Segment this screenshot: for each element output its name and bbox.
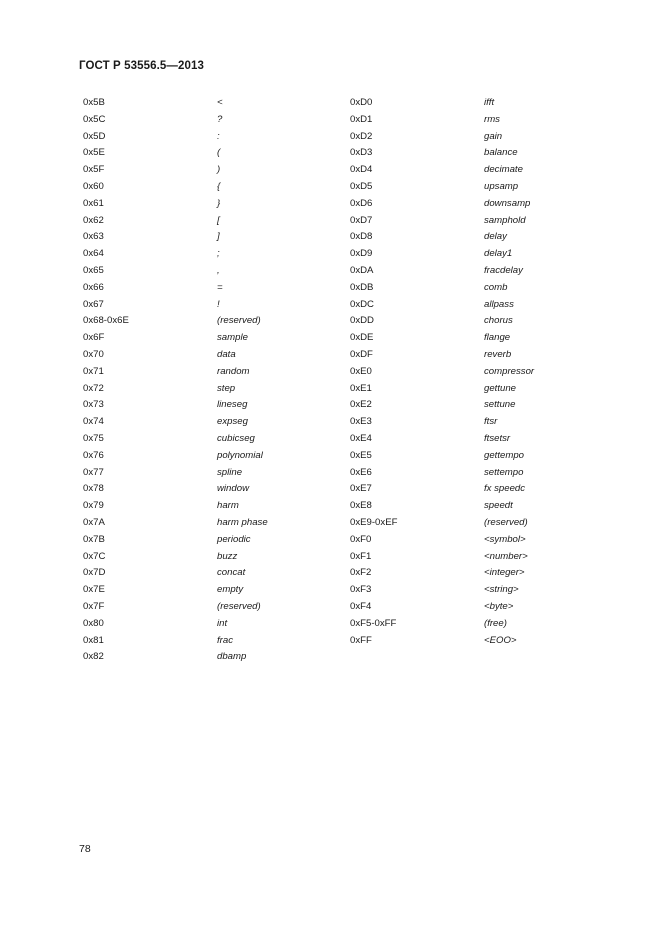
- code-left-cell: 0x60: [83, 180, 104, 192]
- table-row: [0, 515, 661, 532]
- code-right-cell: 0xD0: [350, 97, 373, 108]
- table-row: [0, 213, 661, 230]
- code-right-cell: 0xDE: [350, 332, 374, 344]
- page-number: 78: [79, 843, 91, 855]
- symbol-right-cell: upsamp: [484, 180, 519, 192]
- symbol-right-cell: allpass: [484, 298, 514, 310]
- code-right-cell: 0xD1: [350, 113, 373, 125]
- symbol-left-cell: spline: [217, 466, 243, 478]
- table-row: [0, 414, 661, 431]
- code-left-cell: 0x80: [83, 617, 104, 629]
- code-right-cell: 0xE6: [350, 466, 372, 478]
- symbol-right-cell: fx speedc: [484, 483, 526, 495]
- code-left-cell: 0x68-0x6E: [83, 315, 129, 327]
- symbol-right-cell: settempo: [484, 466, 524, 478]
- code-right-cell: 0xD8: [350, 231, 373, 243]
- code-left-cell: 0x72: [83, 382, 104, 394]
- symbol-left-cell: buzz: [217, 550, 238, 562]
- code-left-cell: 0x62: [83, 214, 104, 226]
- code-right-cell: 0xF1: [350, 550, 372, 562]
- code-left-cell: 0x79: [83, 500, 104, 512]
- symbol-right-cell: compressor: [484, 365, 535, 377]
- symbol-right-cell: delay1: [484, 248, 513, 260]
- symbol-right-cell: gain: [484, 130, 503, 142]
- symbol-left-cell: }: [217, 197, 221, 209]
- symbol-left-cell: harm: [217, 500, 239, 512]
- symbol-left-cell: concat: [217, 567, 246, 579]
- code-left-cell: 0x71: [83, 365, 104, 377]
- code-left-cell: 0x82: [83, 651, 104, 663]
- symbol-right-cell: samphold: [484, 214, 526, 226]
- symbol-left-cell: cubicseg: [217, 432, 255, 444]
- symbol-left-cell: lineseg: [217, 399, 248, 411]
- code-right-cell: 0xE3: [350, 416, 372, 428]
- symbol-right-cell: <EOO>: [484, 634, 517, 646]
- code-left-cell: 0x5E: [83, 147, 105, 159]
- symbol-right-cell: <number>: [484, 550, 528, 562]
- table-row: [0, 280, 661, 297]
- symbol-right-cell: <integer>: [484, 567, 525, 579]
- code-left-cell: 0x7D: [83, 567, 106, 579]
- code-right-cell: 0xD2: [350, 130, 373, 142]
- table-row: [0, 330, 661, 347]
- symbol-left-cell: (reserved): [217, 600, 261, 612]
- code-left-cell: 0x5B: [83, 97, 105, 108]
- symbol-right-cell: speedt: [484, 500, 513, 512]
- symbol-left-cell: periodic: [217, 533, 251, 545]
- symbol-left-cell: (: [217, 147, 221, 159]
- table-row: [0, 145, 661, 162]
- code-left-cell: 0x7E: [83, 584, 105, 596]
- symbol-right-cell: fracdelay: [484, 264, 523, 276]
- code-left-cell: 0x64: [83, 248, 104, 260]
- code-left-cell: 0x78: [83, 483, 104, 495]
- code-right-cell: 0xE0: [350, 365, 372, 377]
- symbol-left-cell: window: [217, 483, 249, 495]
- code-right-cell: 0xE2: [350, 399, 372, 411]
- code-left-cell: 0x76: [83, 449, 104, 461]
- table-row: [0, 179, 661, 196]
- symbol-right-cell: ftsetsr: [484, 432, 511, 444]
- code-left-cell: 0x63: [83, 231, 104, 243]
- code-right-cell: 0xE8: [350, 500, 372, 512]
- code-left-cell: 0x7F: [83, 600, 105, 612]
- code-left-cell: 0x81: [83, 634, 104, 646]
- code-left-cell: 0x73: [83, 399, 104, 411]
- table-row: [0, 162, 661, 179]
- code-left-cell: 0x74: [83, 416, 104, 428]
- symbol-right-cell: settune: [484, 399, 516, 411]
- code-left-cell: 0x5F: [83, 164, 105, 176]
- table-row: [0, 313, 661, 330]
- code-left-cell: 0x6F: [83, 332, 105, 344]
- symbol-left-cell: ): [217, 164, 221, 176]
- symbol-right-cell: decimate: [484, 164, 523, 176]
- table-row: [0, 129, 661, 146]
- symbol-left-cell: random: [217, 365, 250, 377]
- table-row: [0, 565, 661, 582]
- symbol-left-cell: :: [217, 130, 220, 142]
- symbol-right-cell: downsamp: [484, 197, 531, 209]
- symbol-left-cell: data: [217, 348, 236, 360]
- code-right-cell: 0xE5: [350, 449, 372, 461]
- symbol-left-cell: expseg: [217, 416, 248, 428]
- code-right-cell: 0xE4: [350, 432, 372, 444]
- code-left-cell: 0x61: [83, 197, 104, 209]
- symbol-right-cell: reverb: [484, 348, 512, 360]
- symbol-right-cell: ifft: [484, 97, 495, 108]
- symbol-left-cell: ?: [217, 113, 223, 125]
- symbol-left-cell: harm phase: [217, 516, 268, 528]
- symbol-right-cell: delay: [484, 231, 507, 243]
- table-row: [0, 465, 661, 482]
- symbol-left-cell: {: [217, 180, 221, 192]
- symbol-left-cell: frac: [217, 634, 233, 646]
- code-left-cell: 0x77: [83, 466, 104, 478]
- code-right-cell: 0xE7: [350, 483, 372, 495]
- symbol-left-cell: ]: [217, 231, 220, 243]
- symbol-right-cell: (free): [484, 617, 507, 629]
- table-row: [0, 229, 661, 246]
- code-right-cell: 0xFF: [350, 634, 372, 646]
- code-right-cell: 0xDD: [350, 315, 374, 327]
- symbol-left-cell: ;: [217, 248, 220, 260]
- symbol-right-cell: <byte>: [484, 600, 514, 612]
- code-right-cell: 0xD4: [350, 164, 373, 176]
- code-right-cell: 0xDA: [350, 264, 374, 276]
- code-right-cell: 0xF5-0xFF: [350, 617, 397, 629]
- table-row: [0, 95, 661, 112]
- symbol-left-cell: =: [217, 281, 223, 293]
- table-row: [0, 347, 661, 364]
- table-row: [0, 397, 661, 414]
- code-right-cell: 0xF3: [350, 584, 372, 596]
- code-right-cell: 0xF2: [350, 567, 372, 579]
- code-left-cell: 0x7B: [83, 533, 105, 545]
- table-row: [0, 263, 661, 280]
- code-left-cell: 0x5C: [83, 113, 106, 125]
- table-row: [0, 599, 661, 616]
- symbol-left-cell: step: [217, 382, 236, 394]
- symbol-right-cell: balance: [484, 147, 518, 159]
- table-row: [0, 364, 661, 381]
- code-left-cell: 0x7C: [83, 550, 106, 562]
- code-right-cell: 0xD7: [350, 214, 373, 226]
- table-row: [0, 498, 661, 515]
- code-right-cell: 0xDF: [350, 348, 373, 360]
- code-right-cell: 0xF4: [350, 600, 372, 612]
- symbol-right-cell: ftsr: [484, 416, 498, 428]
- code-table: [0, 95, 661, 666]
- code-right-cell: 0xDC: [350, 298, 374, 310]
- symbol-right-cell: rms: [484, 113, 500, 125]
- symbol-right-cell: gettempo: [484, 449, 525, 461]
- table-row: [0, 582, 661, 599]
- document-header: ГОСТ Р 53556.5—2013: [79, 60, 204, 72]
- code-right-cell: 0xE9-0xEF: [350, 516, 398, 528]
- table-row: [0, 481, 661, 498]
- symbol-left-cell: <: [217, 97, 223, 108]
- code-left-cell: 0x5D: [83, 130, 106, 142]
- symbol-right-cell: flange: [484, 332, 511, 344]
- code-left-cell: 0x70: [83, 348, 104, 360]
- code-left-cell: 0x75: [83, 432, 104, 444]
- table-row: [0, 448, 661, 465]
- symbol-right-cell: (reserved): [484, 516, 528, 528]
- symbol-left-cell: int: [217, 617, 228, 629]
- table-row: [0, 633, 661, 650]
- table-row: [0, 112, 661, 129]
- table-row: [0, 649, 661, 666]
- table-row: [0, 297, 661, 314]
- symbol-left-cell: [: [217, 214, 220, 226]
- symbol-left-cell: (reserved): [217, 315, 261, 327]
- table-row: [0, 381, 661, 398]
- symbol-right-cell: gettune: [484, 382, 517, 394]
- symbol-left-cell: ,: [217, 264, 220, 276]
- code-right-cell: 0xDB: [350, 281, 374, 293]
- symbol-right-cell: comb: [484, 281, 508, 293]
- symbol-right-cell: <symbol>: [484, 533, 526, 545]
- code-left-cell: 0x67: [83, 298, 104, 310]
- table-row: [0, 246, 661, 263]
- code-left-cell: 0x7A: [83, 516, 105, 528]
- symbol-left-cell: dbamp: [217, 651, 247, 663]
- symbol-left-cell: polynomial: [217, 449, 263, 461]
- code-right-cell: 0xD6: [350, 197, 373, 209]
- code-left-cell: 0x65: [83, 264, 104, 276]
- code-right-cell: 0xD5: [350, 180, 373, 192]
- code-right-cell: 0xD9: [350, 248, 373, 260]
- symbol-right-cell: chorus: [484, 315, 513, 327]
- code-right-cell: 0xE1: [350, 382, 372, 394]
- symbol-left-cell: sample: [217, 332, 248, 344]
- table-row: [0, 431, 661, 448]
- symbol-right-cell: <string>: [484, 584, 519, 596]
- table-row: [0, 532, 661, 549]
- table-row: [0, 549, 661, 566]
- table-row: [0, 196, 661, 213]
- table-row: [0, 616, 661, 633]
- symbol-left-cell: empty: [217, 584, 244, 596]
- code-left-cell: 0x66: [83, 281, 104, 293]
- code-right-cell: 0xD3: [350, 147, 373, 159]
- symbol-left-cell: !: [217, 298, 220, 310]
- code-right-cell: 0xF0: [350, 533, 372, 545]
